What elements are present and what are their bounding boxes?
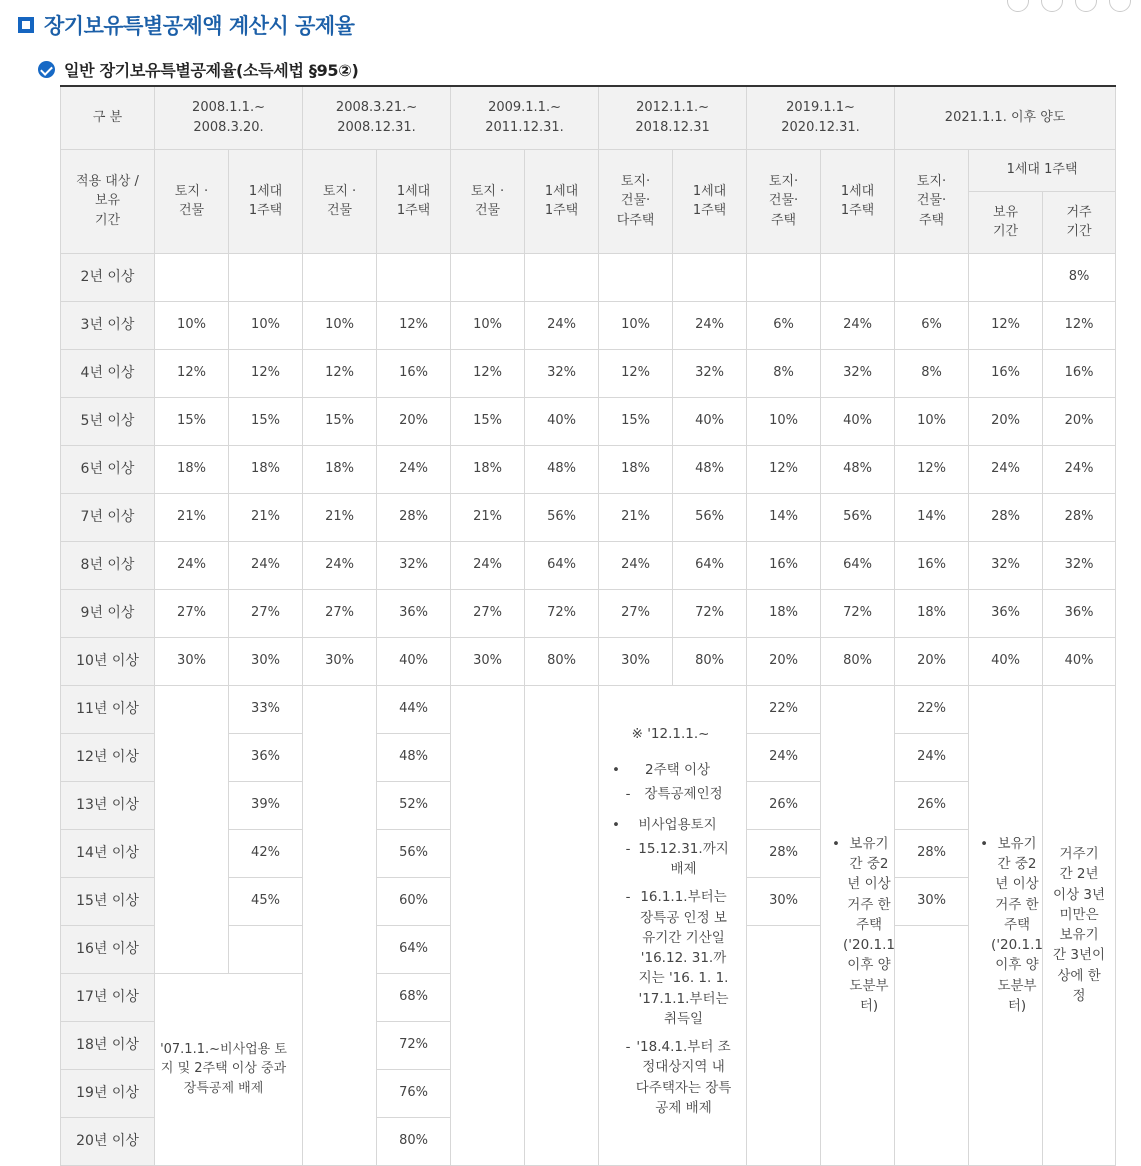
rate-cell: 80% — [525, 637, 599, 685]
rate-cell: 6% — [747, 301, 821, 349]
square-bullet-icon — [18, 17, 34, 33]
rate-cell: 20% — [969, 397, 1043, 445]
period-header: 2012.1.1.~ 2018.12.31 — [599, 86, 747, 149]
rate-cell: 16% — [895, 541, 969, 589]
rate-cell: 14% — [895, 493, 969, 541]
holding-period-label: 4년 이상 — [61, 349, 155, 397]
subheader-one-house: 1세대 1주택 — [377, 149, 451, 253]
subheader-land-bldg: 토지 · 건물 — [155, 149, 229, 253]
rate-cell: 64% — [377, 925, 451, 973]
rate-cell — [155, 253, 229, 301]
rate-cell: 18% — [895, 589, 969, 637]
rate-cell: 48% — [673, 445, 747, 493]
rate-cell: 72% — [525, 589, 599, 637]
rate-cell: 40% — [821, 397, 895, 445]
note-heading: ※ '12.1.1.~ — [631, 725, 710, 742]
rate-cell: 80% — [377, 1117, 451, 1165]
rate-cell: 26% — [747, 781, 821, 829]
rate-cell: 72% — [377, 1021, 451, 1069]
rate-cell: 27% — [303, 589, 377, 637]
rate-cell: 28% — [377, 493, 451, 541]
rate-cell: 64% — [821, 541, 895, 589]
rate-cell: 52% — [377, 781, 451, 829]
note-2021-holding: • 보유기간 중2년 이상 거주 한주택 ('20.1.1 이후 양도분부터) — [969, 685, 1043, 1165]
target-period-header: 적용 대상 / 보유 기간 — [61, 149, 155, 253]
rate-cell: 26% — [895, 781, 969, 829]
subheader-one-house-group: 1세대 1주택 — [969, 149, 1116, 191]
rate-cell: 80% — [821, 637, 895, 685]
period-header: 2009.1.1.~ 2011.12.31. — [451, 86, 599, 149]
rate-cell: 20% — [895, 637, 969, 685]
rate-cell: 72% — [673, 589, 747, 637]
holding-period-label: 15년 이상 — [61, 877, 155, 925]
rate-cell: 72% — [821, 589, 895, 637]
rate-cell — [969, 253, 1043, 301]
holding-period-label: 18년 이상 — [61, 1021, 155, 1069]
rate-cell: 27% — [599, 589, 673, 637]
rate-cell: 24% — [599, 541, 673, 589]
rate-cell: 21% — [451, 493, 525, 541]
empty-cell — [155, 685, 229, 973]
rate-cell: 20% — [377, 397, 451, 445]
table-row — [61, 637, 1116, 685]
rate-cell: 12% — [747, 445, 821, 493]
rate-cell: 22% — [895, 685, 969, 733]
rate-cell: 10% — [155, 301, 229, 349]
rate-cell — [599, 253, 673, 301]
rate-cell: 8% — [895, 349, 969, 397]
rate-cell: 30% — [303, 637, 377, 685]
rate-cell: 22% — [747, 685, 821, 733]
rate-cell: 10% — [303, 301, 377, 349]
rate-cell — [673, 253, 747, 301]
rate-cell: 12% — [229, 349, 303, 397]
rate-cell: 36% — [1043, 589, 1116, 637]
rate-cell: 33% — [229, 685, 303, 733]
rate-cell: 18% — [229, 445, 303, 493]
rate-cell: 8% — [1043, 253, 1116, 301]
note-2019: • 보유기간 중2년 이상 거주 한주택 ('20.1.1 이후 양도분부터) — [821, 685, 895, 1165]
subheader-land-bldg: 토지 · 건물 — [451, 149, 525, 253]
rate-cell: 39% — [229, 781, 303, 829]
rate-cell: 12% — [969, 301, 1043, 349]
rate-cell: 30% — [451, 637, 525, 685]
holding-period-label: 13년 이상 — [61, 781, 155, 829]
rate-cell: 76% — [377, 1069, 451, 1117]
empty-cell — [525, 685, 599, 1165]
section-subtitle: 일반 장기보유특별공제율(소득세법 §95②) — [64, 61, 359, 80]
rate-cell: 42% — [229, 829, 303, 877]
holding-period-label: 17년 이상 — [61, 973, 155, 1021]
rate-cell — [229, 925, 303, 973]
rate-cell: 40% — [377, 637, 451, 685]
rate-cell: 32% — [525, 349, 599, 397]
rate-cell: 10% — [599, 301, 673, 349]
period-header: 2008.3.21.~ 2008.12.31. — [303, 86, 451, 149]
rate-cell: 18% — [747, 589, 821, 637]
rate-cell: 24% — [451, 541, 525, 589]
rate-cell: 32% — [969, 541, 1043, 589]
subheader-residence-period: 거주 기간 — [1043, 191, 1116, 253]
period-header: 2021.1.1. 이후 양도 — [895, 86, 1116, 149]
period-header: 2008.1.1.~ 2008.3.20. — [155, 86, 303, 149]
rate-cell: 30% — [599, 637, 673, 685]
window-controls — [1007, 0, 1131, 12]
rate-cell: 40% — [525, 397, 599, 445]
deduction-rate-table — [60, 85, 1116, 1166]
subheader-land-bldg-house: 토지· 건물· 주택 — [747, 149, 821, 253]
rate-cell: 15% — [303, 397, 377, 445]
holding-period-label: 16년 이상 — [61, 925, 155, 973]
check-circle-icon — [38, 61, 55, 78]
rate-cell — [821, 253, 895, 301]
rate-cell: 24% — [673, 301, 747, 349]
rate-cell: 28% — [895, 829, 969, 877]
rate-cell: 28% — [1043, 493, 1116, 541]
rate-cell: 40% — [673, 397, 747, 445]
holding-period-label: 20년 이상 — [61, 1117, 155, 1165]
subheader-one-house: 1세대 1주택 — [673, 149, 747, 253]
rate-cell — [747, 253, 821, 301]
rate-cell: 6% — [895, 301, 969, 349]
holding-period-label: 5년 이상 — [61, 397, 155, 445]
rate-cell — [895, 253, 969, 301]
rate-cell: 15% — [229, 397, 303, 445]
rate-cell: 36% — [229, 733, 303, 781]
rate-cell: 15% — [599, 397, 673, 445]
rate-cell: 14% — [747, 493, 821, 541]
rate-cell: 16% — [1043, 349, 1116, 397]
rate-cell: 18% — [451, 445, 525, 493]
rate-cell: 20% — [747, 637, 821, 685]
rate-cell: 32% — [673, 349, 747, 397]
holding-period-label: 3년 이상 — [61, 301, 155, 349]
rate-cell: 40% — [969, 637, 1043, 685]
rate-cell: 32% — [821, 349, 895, 397]
rate-cell: 21% — [599, 493, 673, 541]
rate-cell: 45% — [229, 877, 303, 925]
rate-cell: 68% — [377, 973, 451, 1021]
rate-cell: 27% — [155, 589, 229, 637]
rate-cell: 15% — [155, 397, 229, 445]
empty-cell — [895, 925, 969, 1165]
rate-cell: 24% — [377, 445, 451, 493]
rate-cell: 24% — [747, 733, 821, 781]
holding-period-label: 7년 이상 — [61, 493, 155, 541]
subheader-land-bldg-multi: 토지· 건물· 다주택 — [599, 149, 673, 253]
rate-cell: 18% — [303, 445, 377, 493]
rate-cell: 21% — [303, 493, 377, 541]
subheader-land-bldg: 토지 · 건물 — [303, 149, 377, 253]
note-2021-residence: 거주기간 2년 이상 3년미만은 보유기간 3년이상에 한정 — [1043, 685, 1116, 1165]
page-title: 장기보유특별공제액 계산시 공제율 — [44, 14, 355, 38]
rate-cell: 10% — [895, 397, 969, 445]
rate-cell: 36% — [969, 589, 1043, 637]
subtitle-row — [38, 58, 359, 81]
rate-cell: 27% — [451, 589, 525, 637]
table-row — [61, 541, 1116, 589]
rate-cell: 12% — [1043, 301, 1116, 349]
rate-cell: 30% — [229, 637, 303, 685]
rate-cell: 64% — [673, 541, 747, 589]
rate-cell: 12% — [377, 301, 451, 349]
rate-cell: 15% — [451, 397, 525, 445]
rate-cell — [229, 253, 303, 301]
holding-period-label: 9년 이상 — [61, 589, 155, 637]
rate-cell: 24% — [821, 301, 895, 349]
holding-period-label: 8년 이상 — [61, 541, 155, 589]
rate-cell: 10% — [451, 301, 525, 349]
rate-cell: 10% — [229, 301, 303, 349]
empty-cell — [303, 685, 377, 1165]
rate-cell: 12% — [599, 349, 673, 397]
rate-cell — [451, 253, 525, 301]
rate-cell: 56% — [673, 493, 747, 541]
subheader-land-bldg-house: 토지· 건물· 주택 — [895, 149, 969, 253]
note-2008-exclusion: '07.1.1.~비사업용 토지 및 2주택 이상 중과 장특공제 배제 — [155, 973, 303, 1165]
subheader-one-house: 1세대 1주택 — [525, 149, 599, 253]
rate-cell: 12% — [895, 445, 969, 493]
rate-cell: 64% — [525, 541, 599, 589]
rate-cell: 60% — [377, 877, 451, 925]
rate-cell: 28% — [969, 493, 1043, 541]
rate-cell: 12% — [303, 349, 377, 397]
rate-cell: 24% — [155, 541, 229, 589]
rate-cell: 28% — [747, 829, 821, 877]
corner-header: 구 분 — [61, 86, 155, 149]
rate-cell: 24% — [969, 445, 1043, 493]
rate-cell: 24% — [229, 541, 303, 589]
rate-cell — [525, 253, 599, 301]
table-row — [61, 589, 1116, 637]
rate-cell: 16% — [377, 349, 451, 397]
rate-cell: 20% — [1043, 397, 1116, 445]
holding-period-label: 6년 이상 — [61, 445, 155, 493]
rate-cell: 36% — [377, 589, 451, 637]
rate-cell: 30% — [155, 637, 229, 685]
note-2012: ※ '12.1.1.~ • 2주택 이상 - 장특공제인정 • 비사업용토지 - 15.12.31.까지 배제 - 16.1.1.부터는 장특공 인정 보유기간 기산일 '16.12. 31.까지는 '16. 1. 1. '17.1.1.부터는 취득일 - '18.4.1.부터 조정대상지역 내 다주택자는 장특공제 배제 — [599, 685, 747, 1165]
rate-cell: 18% — [599, 445, 673, 493]
period-header: 2019.1.1~ 2020.12.31. — [747, 86, 895, 149]
rate-cell: 80% — [673, 637, 747, 685]
rate-cell: 24% — [303, 541, 377, 589]
rate-cell: 48% — [525, 445, 599, 493]
holding-period-label: 14년 이상 — [61, 829, 155, 877]
rate-cell: 12% — [155, 349, 229, 397]
rate-cell: 24% — [1043, 445, 1116, 493]
rate-cell: 18% — [155, 445, 229, 493]
table-row — [61, 685, 1116, 733]
rate-cell: 32% — [1043, 541, 1116, 589]
rate-cell: 30% — [747, 877, 821, 925]
rate-cell: 56% — [821, 493, 895, 541]
rate-cell: 21% — [155, 493, 229, 541]
rate-cell: 56% — [525, 493, 599, 541]
subheader-one-house: 1세대 1주택 — [821, 149, 895, 253]
rate-cell: 30% — [895, 877, 969, 925]
holding-period-label: 19년 이상 — [61, 1069, 155, 1117]
rate-cell: 24% — [525, 301, 599, 349]
table-row — [61, 493, 1116, 541]
rate-cell: 16% — [969, 349, 1043, 397]
rate-cell: 48% — [821, 445, 895, 493]
rate-cell: 12% — [451, 349, 525, 397]
table-row — [61, 445, 1116, 493]
rate-cell: 24% — [895, 733, 969, 781]
rate-cell — [303, 253, 377, 301]
rate-cell — [377, 253, 451, 301]
holding-period-label: 11년 이상 — [61, 685, 155, 733]
table-row — [61, 349, 1116, 397]
rate-cell: 48% — [377, 733, 451, 781]
subheader-holding-period: 보유 기간 — [969, 191, 1043, 253]
rate-cell: 10% — [747, 397, 821, 445]
table-row — [61, 301, 1116, 349]
subheader-one-house: 1세대 1주택 — [229, 149, 303, 253]
title-row — [18, 10, 354, 40]
empty-cell — [747, 925, 821, 1165]
rate-cell: 56% — [377, 829, 451, 877]
rate-cell: 40% — [1043, 637, 1116, 685]
holding-period-label: 10년 이상 — [61, 637, 155, 685]
table-row — [61, 397, 1116, 445]
rate-cell: 8% — [747, 349, 821, 397]
rate-cell: 44% — [377, 685, 451, 733]
holding-period-label: 2년 이상 — [61, 253, 155, 301]
table-row — [61, 253, 1116, 301]
rate-cell: 21% — [229, 493, 303, 541]
rate-cell: 16% — [747, 541, 821, 589]
empty-cell — [451, 685, 525, 1165]
holding-period-label: 12년 이상 — [61, 733, 155, 781]
rate-cell: 27% — [229, 589, 303, 637]
rate-cell: 32% — [377, 541, 451, 589]
